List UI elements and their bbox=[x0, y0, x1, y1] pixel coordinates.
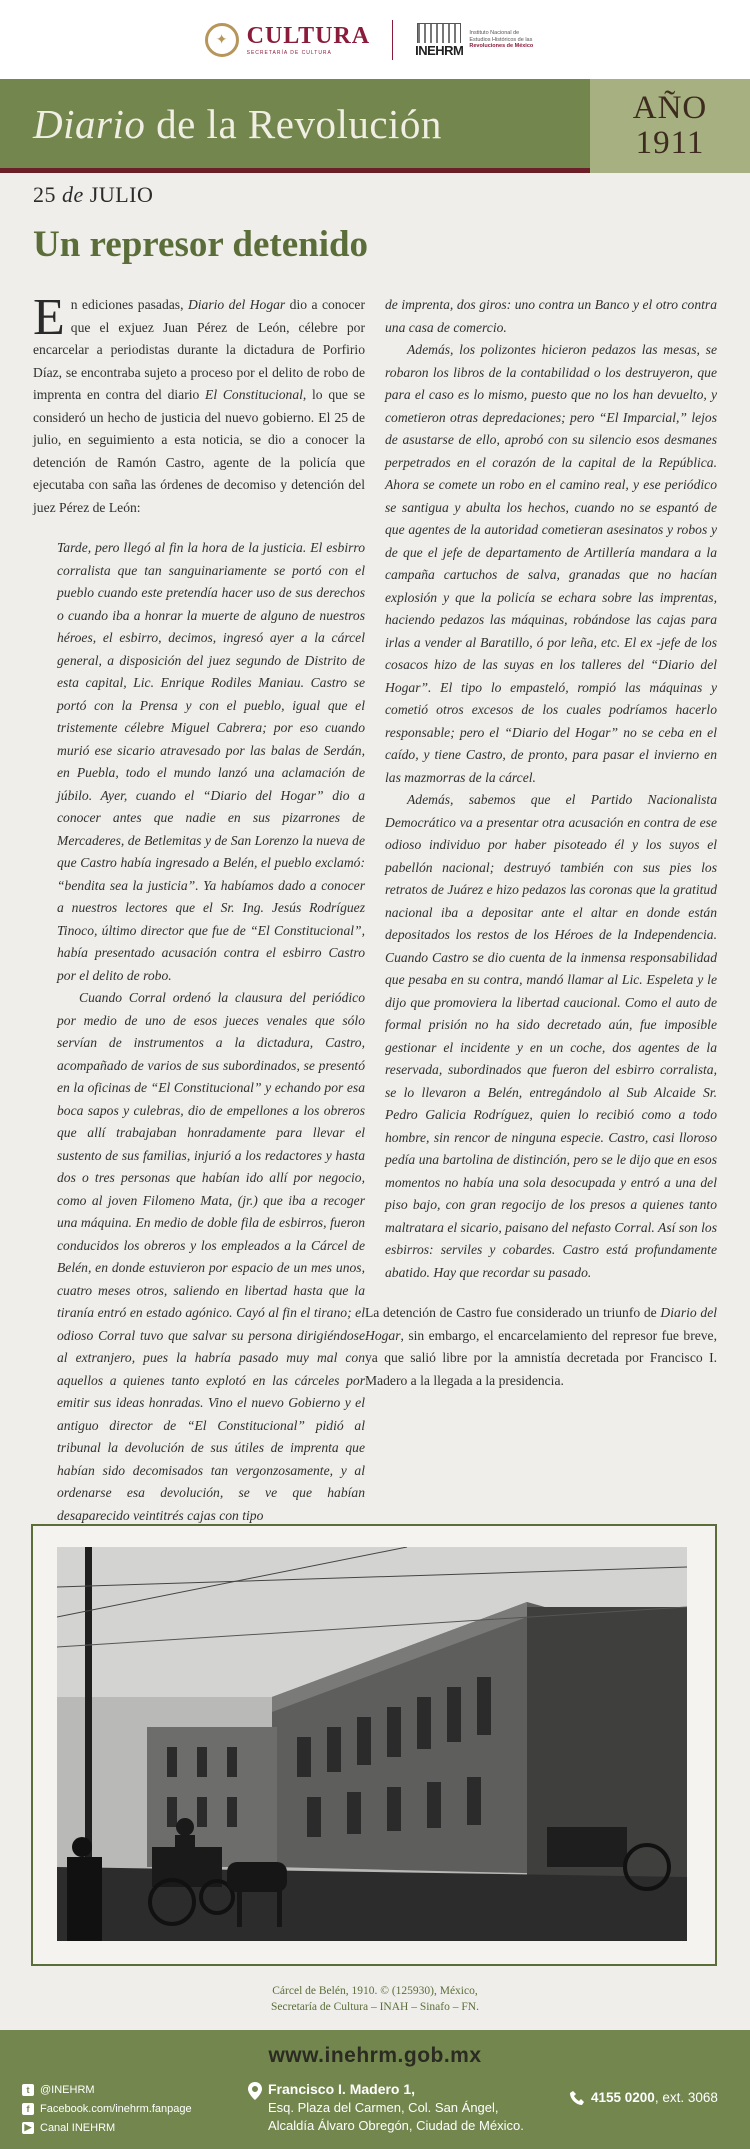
year-badge bbox=[590, 79, 750, 173]
youtube-link[interactable]: ▶ Canal INEHRM bbox=[22, 2118, 192, 2137]
address-block: Francisco I. Madero 1, Esq. Plaza del Carmen, Col. San Ángel, Alcaldía Álvaro Obregón, Ciudad de México. bbox=[268, 2081, 524, 2133]
phone-number: 4155 0200 bbox=[591, 2090, 655, 2105]
cultura-logo-subtext: SECRETARÍA DE CULTURA bbox=[246, 50, 332, 56]
quote-paragraph-1: Tarde, pero llegó al fin la hora de la justicia. El esbirro corralista que tan sanguinariamente se portó con el pueblo cuando este pretendía hacer uso de sus derechos o cuando iba a honrar la muerte de alguno de nuestros héroes, el esbirro, decimos, ingresó ayer a la cárcel general, a disposición del juez segundo de Distrito de esta capital, Lic. Enrique Rodiles Maniau. Castro se portó con la Prensa y con el pueblo, igual que el tristemente célebre Miguel Cabrera; por eso cuando murió ese sicario atravesado por las balas de Serdán, en Puebla, todo el mundo lanzó una aclamación de júbilo. Ayer, cuando el “Diario del Hogar” dio a conocer antes que nadie en sus pizarrones de Mercaderes, de Betlemitas y de San Lorenzo la nueva de que Castro había ingresado a Belén, el pueblo exclamó: “bendita sea la justicia”. Ya habíamos dado a conocer a nuestros lectores que el Sr. Ing. Jesús Rodríguez Tinoco, último director que fue de “El Constitucional”, había presentado acusación contra el esbirro Castro por el delito de robo. bbox=[57, 540, 365, 983]
website-link[interactable]: www.inehrm.gob.mx bbox=[268, 2044, 482, 2067]
twitter-icon: t bbox=[22, 2084, 34, 2096]
cultura-logo-text: CULTURA bbox=[246, 23, 371, 49]
building-icon bbox=[417, 23, 461, 43]
logo-divider bbox=[392, 20, 393, 60]
quote-paragraph-3: Además, los polizontes hicieron pedazos las mesas, se robaron los libros de la contabilidad o los destruyeron, que para el caso es lo mismo, puesto que no los han devuelto, y cometieron otras depredaciones; pero “El Imparcial,” lejos de asustarse de ello, aprobó con su silencio esos desmanes perpetrados en el corazón de la capital de la República. Ahora se comete un robo en el camino real, y ese periódico se santigua y abulta los hechos, cuando no se espantó de que agentes de la autoridad cometieran asesinatos y robos y de que el jefe de departamento de Artillería mandara a la campaña cartuchos de salva, granadas que no hacían explosión y que la policía se echara sobre las imprentas, haciendo pedazos las máquinas, robándose las cajas para irlas a vender al Baratillo, ó por leña, etc. El ex -jefe de los cosacos hizo de las suyas en los talleres del “Diario del Hogar”. El tipo lo empasteló, rompió las máquinas y cometió otros excesos de los cuales podríamos hacerlo responsable; pero el “Diario del Hogar” no se ceba en el caído, y tiene Castro, de pronto, para pasar el invierno en las mazmorras de la cárcel. bbox=[385, 342, 717, 785]
year-value: 1911 bbox=[635, 125, 705, 161]
belen-prison-photo bbox=[57, 1547, 687, 1941]
quote-paragraph-2: Cuando Corral ordenó la clausura del periódico por medio de uno de esos jueces venales que sólo servían de instrumentos a la dictadura, Castro, acompañado de varios de sus subordinados, se presentó en la oficinas de “El Constitucional” y echando por esa boca sapos y culebras, dio de empellones a los obreros que allí trabajaban honradamente para llevar el sustento de sus familias, injurió a los redactores y hasta dos o tres personas que habían ido allí por negocio, como al joven Filomeno Mata, (jr.) que iba a recoger una máquina. En medio de doble fila de esbirros, fueron conducidos los obreros y los empleados a la Cárcel de Belén, en donde estuvieron por espacio de un mes unos, cuatro meses otros, saliendo en libertad hasta que la tiranía entró en estado agónico. Cayó al fin el tirano; el odioso Corral tuvo que salvar su persona dirigiéndose al extranjero, pues la habría pasado muy mal con aquellos a quienes tanto explotó en las cárceles por emitir sus ideas honradas. Vino el nuevo Gobierno y el antiguo director de “El Constitucional” pidió al tribunal la devolución de sus útiles de imprenta que habían sido decomisados tan vergonzosamente, y al ordenarse esa devolución, se ve que habían desaparecido veintitrés cajas con tipo bbox=[57, 990, 365, 1523]
historic-photo bbox=[57, 1547, 687, 1941]
social-links bbox=[22, 2080, 192, 2137]
article-headline: Un represor detenido bbox=[33, 224, 369, 265]
quote-paragraph-4: Además, sabemos que el Partido Nacionalista Democrático va a presentar otra acusación en contra de ese odioso individuo por haber pisoteado él y los suyos el pabellón nacional; destruyó también con sus pies los retratos de Juárez e hizo pedazos las coronas que la gratitud nacional iba a depositar ante el altar en donde están depositados los restos de los Héroes de la Independencia. Cuando Castro se dio cuenta de la inmensa responsabilidad que pesaba en su contra, mandó llamar al Lic. Espeleta y le dijo que promoviera la libertad caucional. Como el auto de formal prisión no ha sido decretado aún, fue imposible gestionar el incidente y en un coche, dos agentes de la reservada, subordinados que fueron del esbirro corralista, se lo llevaron a Belén, entregándolo al Sub Alcaide Sr. Pedro Galicia Rodríguez, quien lo recibió como a todo hombre, sin rencor de ninguna especie. Castro, casi lloroso pedía una bartolina de distinción, pero se le dijo que en esos momentos no había una sola desocupada y entró a una del piso bajo, con gran regocijo de los presos a quienes tanto maltratara el sicario, paisano del nefasto Corral. Así son los esbirros: serviles y cobardes. Castro está profundamente abatido. Hay que recordar su pasado. bbox=[385, 792, 717, 1280]
inehrm-logo-text: INEHRM bbox=[415, 42, 464, 58]
twitter-link[interactable]: t @INEHRM bbox=[22, 2080, 192, 2099]
header-logos bbox=[0, 0, 750, 80]
youtube-icon: ▶ bbox=[22, 2122, 34, 2134]
phone-block[interactable] bbox=[570, 2090, 718, 2105]
year-label: AÑO bbox=[632, 90, 708, 127]
inehrm-description: Instituto Nacional de Estudios Históricos de las Revoluciones de México bbox=[469, 29, 534, 50]
phone-icon bbox=[570, 2091, 584, 2105]
photo-caption: Cárcel de Belén, 1910. © (125930), México, Secretaría de Cultura – INAH – Sinafo – FN. bbox=[271, 1985, 479, 2013]
facebook-icon: f bbox=[22, 2103, 34, 2115]
intro-paragraph: En ediciones pasadas, Diario del Hogar dio a conocer que el exjuez Juan Pérez de León, célebre por encarcelar a periodistas durante la dictadura de Porfirio Díaz, se encontraba sujeto a proceso por el delito de robo de imprenta en contra del diario El Constitucional, lo que se consideró un hecho de justicia del nuevo gobierno. El 25 de julio, en seguimiento a esta noticia, se dio a conocer la detención de Ramón Castro, agente de la policía que ejecutaba con saña las órdenes de decomiso y detención del juez Pérez de León: bbox=[33, 289, 365, 515]
publication-title: Diario de la Revolución bbox=[33, 101, 442, 147]
address-title: Francisco I. Madero 1, bbox=[268, 2081, 416, 2097]
cultura-logo[interactable] bbox=[205, 23, 370, 57]
article-column-left bbox=[33, 289, 365, 1527]
inehrm-logo[interactable] bbox=[415, 23, 545, 58]
eagle-seal-icon: ✦ bbox=[205, 23, 239, 57]
article-column-right bbox=[365, 294, 718, 1392]
quote-paragraph-2-continued: de imprenta, dos giros: uno contra un Banco y el otro contra una casa de comercio. bbox=[385, 297, 717, 335]
facebook-link[interactable]: f Facebook.com/inehrm.fanpage bbox=[22, 2099, 192, 2118]
location-pin-icon bbox=[248, 2082, 262, 2100]
phone-extension: , ext. 3068 bbox=[654, 2090, 718, 2105]
article-date: 25 de JULIO bbox=[33, 182, 154, 207]
closing-paragraph: La detención de Castro fue considerado un triunfo de Diario del Hogar, sin embargo, el encarcelamiento del represor fue breve, ya que salió libre por la amnistía decretada por Francisco I. Madero a la llegada a la presidencia. bbox=[365, 1305, 718, 1388]
drop-cap: E bbox=[33, 289, 65, 346]
